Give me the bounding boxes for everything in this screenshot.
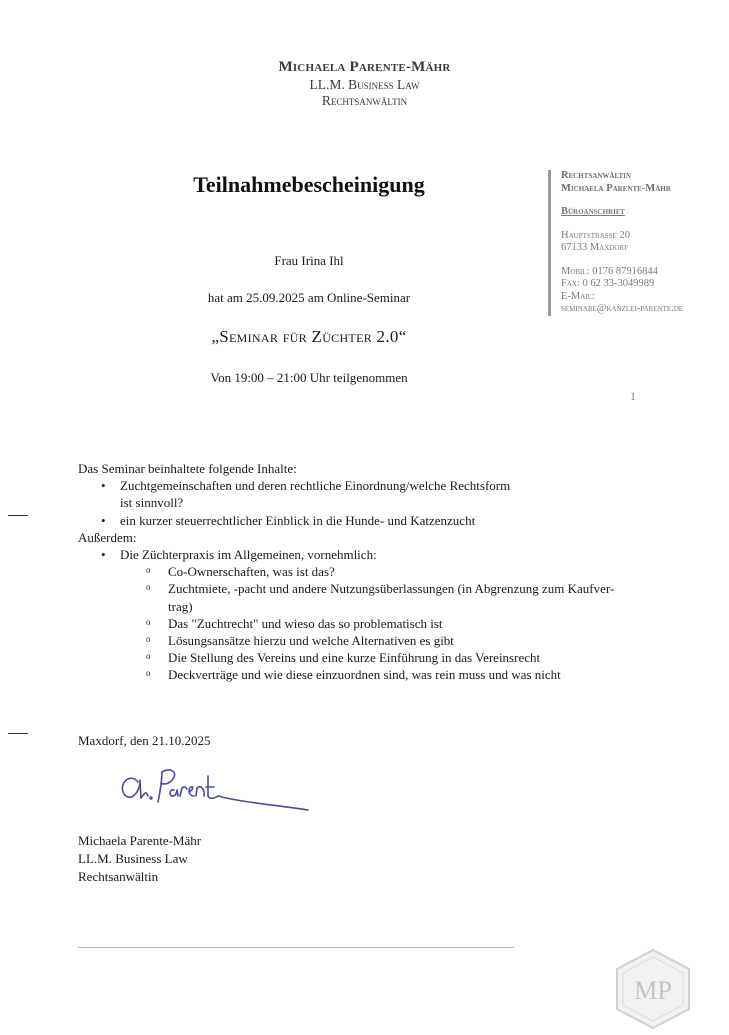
sidebar-name: Michaela Parente-Mähr — [561, 182, 671, 194]
fold-mark — [8, 733, 28, 734]
recipient-name: Frau Irina Ihl — [274, 253, 344, 268]
attended-line: hat am 25.09.2025 am Online-Seminar — [207, 290, 411, 305]
contents-intro: Das Seminar beinhaltete folgende Inhalte: — [78, 461, 297, 476]
sub-list-item: o Lösungsansätze hierzu und welche Alternativen es gibt — [78, 632, 658, 649]
sub-list-item: o Das "Zuchtrecht" und wieso das so problematisch ist — [78, 615, 658, 632]
sub-list-item: o Deckverträge und wie diese einzuordnen sind, was rein muss und was nicht — [78, 666, 658, 683]
list-item: • Zuchtgemeinschaften und deren rechtliche Einordnung/welche Rechtsform — [78, 477, 658, 494]
fold-mark — [8, 515, 28, 516]
list-item: • Die Züchterpraxis im Allgemeinen, vornehmlich: — [78, 546, 658, 563]
sidebar-city: 67133 Maxdorf — [561, 242, 628, 253]
signer-title: LL.M. Business Law — [78, 851, 188, 866]
contact-sidebar — [548, 170, 711, 316]
sidebar-street: Hauptstraße 20 — [561, 229, 630, 241]
list-item-continuation: ist sinnvoll? — [120, 495, 184, 511]
document-title: Teilnahmebescheinigung — [193, 172, 425, 197]
letterhead — [0, 58, 729, 109]
letterhead-role: Rechtsanwältin — [321, 93, 408, 108]
seminar-contents — [78, 460, 658, 684]
logo-initials: MP — [634, 976, 672, 1005]
mp-logo — [612, 948, 694, 1035]
sub-list-item: o Co-Ownerschaften, was ist das? — [78, 563, 658, 580]
sidebar-address-heading: Büroanschrift — [561, 206, 625, 217]
sidebar-mobile: Mobil: 0176 87916844 — [561, 265, 658, 277]
sub-list-item: o Die Stellung des Vereins und eine kurze Einführung in das Vereinsrecht — [78, 649, 658, 666]
signature-block — [78, 832, 201, 886]
sidebar-email-link[interactable]: seminare@kanzlei-parente.de — [561, 303, 684, 314]
sub-list-item: o Zuchtmiete, -pacht und andere Nutzungsüberlassungen (in Abgrenzung zum Kaufver- — [78, 580, 658, 597]
signer-role: Rechtsanwältin — [78, 869, 159, 884]
seminar-name: „Seminar für Züchter 2.0“ — [211, 327, 407, 346]
sub-list-item-continuation: trag) — [168, 598, 193, 614]
page-number: 1 — [630, 389, 636, 403]
sidebar-email-label: E-Mail: — [561, 290, 595, 302]
letterhead-title: LL.M. Business Law — [309, 77, 420, 92]
signature — [110, 750, 320, 825]
time-line: Von 19:00 – 21:00 Uhr teilgenommen — [210, 370, 408, 385]
also-label: Außerdem: — [78, 529, 137, 545]
footer-rule — [78, 947, 514, 948]
sidebar-role: Rechtsanwältin — [561, 170, 631, 181]
place-date: Maxdorf, den 21.10.2025 — [78, 733, 211, 748]
signer-name: Michaela Parente-Mähr — [78, 833, 202, 848]
sidebar-fax: Fax: 0 62 33-3049989 — [561, 278, 655, 289]
letterhead-name: Michaela Parente-Mähr — [278, 59, 451, 75]
list-item: • ein kurzer steuerrechtlicher Einblick in die Hunde- und Katzenzucht — [78, 512, 658, 529]
